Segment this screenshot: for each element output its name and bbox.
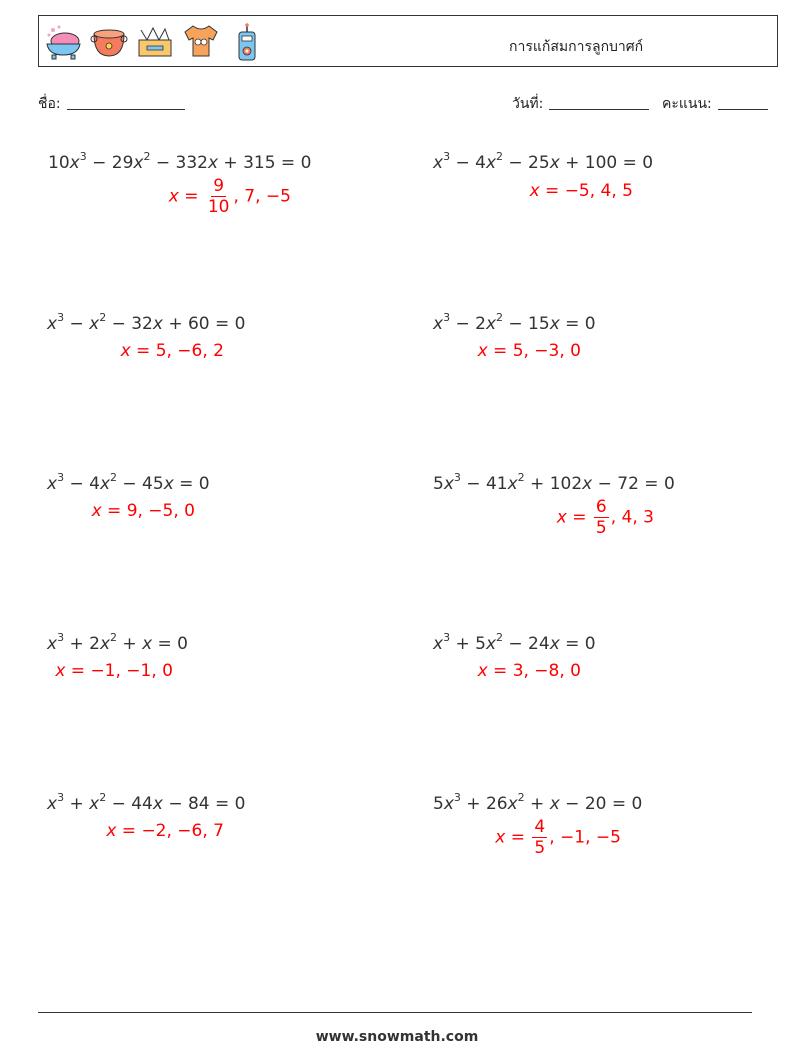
exponent: 3 (57, 471, 65, 484)
answer-variable: x (477, 341, 488, 361)
problem-equation (47, 311, 246, 334)
term: − 15 (503, 314, 550, 334)
problem-equation (47, 791, 246, 814)
variable: x (549, 634, 560, 654)
bath-tub-icon (43, 22, 83, 62)
footer-url: www.snowmath.com (315, 1029, 479, 1045)
answer-equals: = (65, 661, 91, 681)
problem-answer (92, 501, 195, 521)
answer-roots: , 7, −5 (233, 186, 291, 207)
tissue-box-icon (135, 22, 175, 62)
variable: x (549, 794, 560, 814)
exponent: 2 (143, 150, 151, 163)
exponent: 2 (99, 311, 107, 324)
answer-variable: x (495, 827, 506, 848)
exponent: 2 (496, 631, 503, 644)
variable: x (47, 794, 58, 814)
answer-roots: 3, −8, 0 (512, 661, 581, 681)
variable: x (89, 794, 100, 814)
exponent: 3 (443, 631, 451, 644)
answer-roots: 5, −6, 2 (155, 341, 224, 361)
answer-equals: = (101, 501, 127, 521)
variable: x (99, 474, 110, 494)
variable: x (433, 153, 444, 173)
term: + 5 (450, 634, 486, 654)
problem-equation (433, 471, 675, 494)
variable: x (47, 314, 58, 334)
name-blank[interactable] (67, 95, 185, 110)
variable: x (47, 474, 58, 494)
variable: x (549, 153, 560, 173)
term: + 102 (524, 474, 583, 494)
variable: x (99, 634, 110, 654)
problem-answer (169, 176, 291, 217)
term: − 72 = 0 (592, 474, 675, 494)
header-icons (43, 22, 267, 62)
variable: x (69, 153, 80, 173)
header-box (38, 15, 778, 67)
answer-variable: x (556, 507, 567, 528)
term: − 20 = 0 (559, 794, 643, 814)
baby-bowl-icon (89, 22, 129, 62)
term: − 29 (86, 153, 134, 173)
term: − 84 = 0 (162, 794, 246, 814)
fraction-numerator: 9 (213, 176, 225, 196)
exponent: 3 (57, 791, 65, 804)
answer-equals: = (487, 341, 513, 361)
answer-equals: = (566, 507, 592, 528)
problem-answer (530, 181, 633, 201)
problem-answer (55, 661, 173, 681)
exponent: 2 (496, 150, 503, 163)
variable: x (485, 634, 496, 654)
answer-roots: 9, −5, 0 (126, 501, 195, 521)
exponent: 3 (57, 311, 65, 324)
term: + (117, 634, 143, 654)
term: = 0 (152, 634, 188, 654)
problem-answer (121, 341, 224, 361)
term: + 60 = 0 (162, 314, 246, 334)
variable: x (152, 314, 163, 334)
variable: x (89, 314, 100, 334)
exponent: 2 (110, 631, 117, 644)
exponent: 3 (57, 631, 65, 644)
variable: x (507, 794, 518, 814)
exponent: 2 (496, 311, 503, 324)
exponent: 3 (453, 791, 461, 804)
fraction-numerator: 4 (534, 817, 546, 837)
problem-equation (433, 150, 653, 173)
answer-equals: = (487, 661, 513, 681)
variable: x (142, 634, 153, 654)
variable: x (507, 474, 518, 494)
answer-variable: x (529, 181, 540, 201)
problem-answer (478, 661, 581, 681)
variable: x (485, 314, 496, 334)
answer-roots: −5, 4, 5 (564, 181, 633, 201)
term: 10 (48, 153, 70, 173)
fraction-denominator: 5 (534, 838, 546, 858)
term: 5 (433, 794, 444, 814)
term: + 315 = 0 (218, 153, 312, 173)
problem-answer (106, 821, 224, 841)
term: − 2 (450, 314, 486, 334)
term: − 4 (450, 153, 486, 173)
exponent: 2 (99, 791, 107, 804)
exponent: 3 (443, 150, 451, 163)
term: + 2 (64, 634, 100, 654)
footer-divider (38, 1012, 752, 1013)
score-label: คะแนน: (662, 96, 712, 112)
exponent: 2 (110, 471, 117, 484)
term: − 332 (150, 153, 208, 173)
variable: x (549, 314, 560, 334)
exponent: 2 (517, 791, 525, 804)
exponent: 2 (517, 471, 525, 484)
answer-roots: −1, −1, 0 (90, 661, 173, 681)
variable: x (433, 314, 444, 334)
fraction-numerator: 6 (595, 497, 607, 517)
variable: x (582, 474, 593, 494)
date-blank[interactable] (549, 95, 649, 110)
answer-fraction (594, 497, 609, 538)
term: + 100 = 0 (559, 153, 654, 173)
problem-equation (47, 471, 210, 494)
term: − 25 (503, 153, 550, 173)
exponent: 3 (443, 311, 451, 324)
problem-answer (478, 341, 581, 361)
worksheet-title: การแก้สมการลูกบาศก์ (509, 39, 644, 55)
answer-variable: x (91, 501, 102, 521)
name-label: ชื่อ: (38, 96, 61, 112)
answer-fraction (206, 176, 232, 217)
exponent: 3 (79, 150, 87, 163)
term: − 4 (64, 474, 100, 494)
term: − 41 (460, 474, 508, 494)
variable: x (207, 153, 219, 173)
term: + (524, 794, 550, 814)
term: − 24 (503, 634, 550, 654)
variable: x (152, 794, 163, 814)
problem-equation (433, 311, 596, 334)
baby-bodysuit-icon (181, 22, 221, 62)
problem-equation (48, 150, 311, 173)
problem-equation (433, 631, 596, 654)
variable: x (485, 153, 496, 173)
problem-equation (47, 631, 188, 654)
term: − 32 (106, 314, 153, 334)
problem-answer (557, 497, 654, 538)
problem-equation (433, 791, 642, 814)
answer-variable: x (477, 661, 488, 681)
term: + (64, 794, 90, 814)
answer-equals: = (116, 821, 142, 841)
name-field (38, 93, 185, 115)
variable: x (47, 634, 58, 654)
term: = 0 (559, 314, 596, 334)
fraction-denominator: 5 (595, 518, 607, 538)
fraction-denominator: 10 (207, 197, 230, 217)
answer-variable: x (168, 186, 179, 207)
answer-variable: x (106, 821, 117, 841)
date-label: วันที่: (512, 96, 544, 112)
term: = 0 (559, 634, 596, 654)
term: + 26 (460, 794, 508, 814)
term: = 0 (173, 474, 210, 494)
answer-roots: , −1, −5 (549, 827, 621, 848)
exponent: 3 (453, 471, 461, 484)
answer-roots: , 4, 3 (610, 507, 654, 528)
date-field (512, 93, 649, 115)
variable: x (163, 474, 174, 494)
term: 5 (433, 474, 444, 494)
variable: x (433, 634, 444, 654)
answer-roots: 5, −3, 0 (512, 341, 581, 361)
score-blank[interactable] (718, 95, 768, 110)
answer-fraction (532, 817, 547, 858)
answer-equals: = (539, 181, 565, 201)
answer-variable: x (120, 341, 131, 361)
answer-variable: x (55, 661, 66, 681)
baby-monitor-icon (227, 22, 267, 62)
problem-answer (495, 817, 621, 858)
variable: x (443, 474, 454, 494)
answer-equals: = (505, 827, 531, 848)
term: − 44 (106, 794, 153, 814)
variable: x (133, 153, 144, 173)
answer-roots: −2, −6, 7 (141, 821, 224, 841)
variable: x (443, 794, 454, 814)
answer-equals: = (130, 341, 156, 361)
score-field (662, 93, 768, 115)
term: − 45 (117, 474, 164, 494)
term: − (64, 314, 90, 334)
answer-equals: = (178, 186, 204, 207)
